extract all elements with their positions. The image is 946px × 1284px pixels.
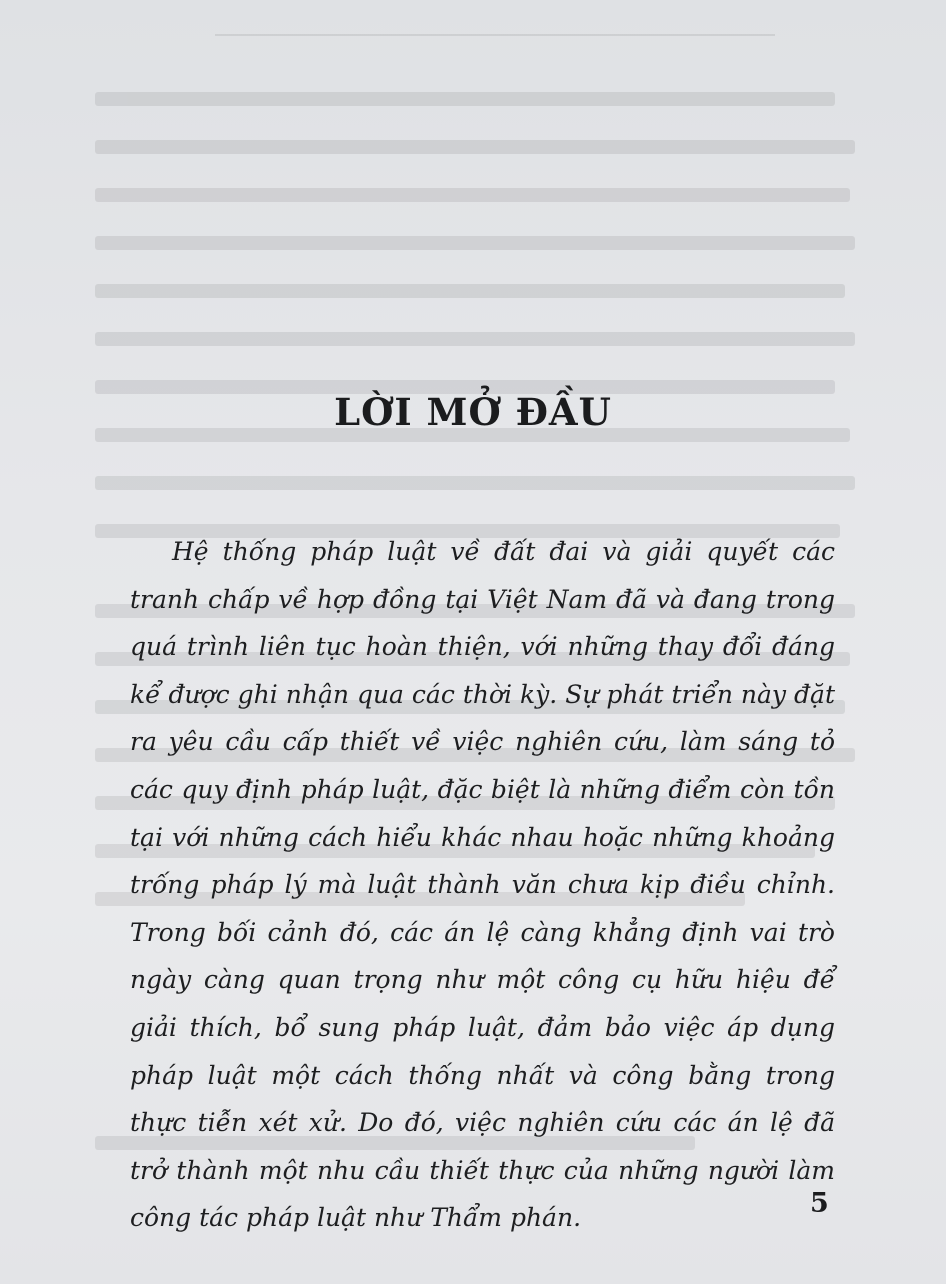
page-title: LỜI MỞ ĐẦU [334,390,612,434]
page-number: 5 [810,1188,829,1219]
preface-paragraph: Hệ thống pháp luật về đất đai và giải quyết các tranh chấp về hợp đồng tại Việt Nam đã và đang trong quá trình liên tục hoàn thiện, với những thay đổi đáng kể được ghi nhận qua các thời kỳ. Sự phát triển này đặt ra yêu cầu cấp thiết về việc nghiên cứu, làm sáng tỏ các quy định pháp luật, đặc biệt là những điểm còn tồn tại với những cách hiểu khác nhau hoặc những khoảng trống pháp lý mà luật thành văn chưa kịp điều chỉnh. Trong bối cảnh đó, các án lệ càng khẳng định vai trò ngày càng quan trọng như một công cụ hữu hiệu để giải thích, bổ sung pháp luật, đảm bảo việc áp dụng pháp luật một cách thống nhất và công bằng trong thực tiễn xét xử. Do đó, việc nghiên cứu các án lệ đã trở thành một nhu cầu thiết thực của những người làm công tác pháp luật như Thẩm phán. [130,537,835,1233]
